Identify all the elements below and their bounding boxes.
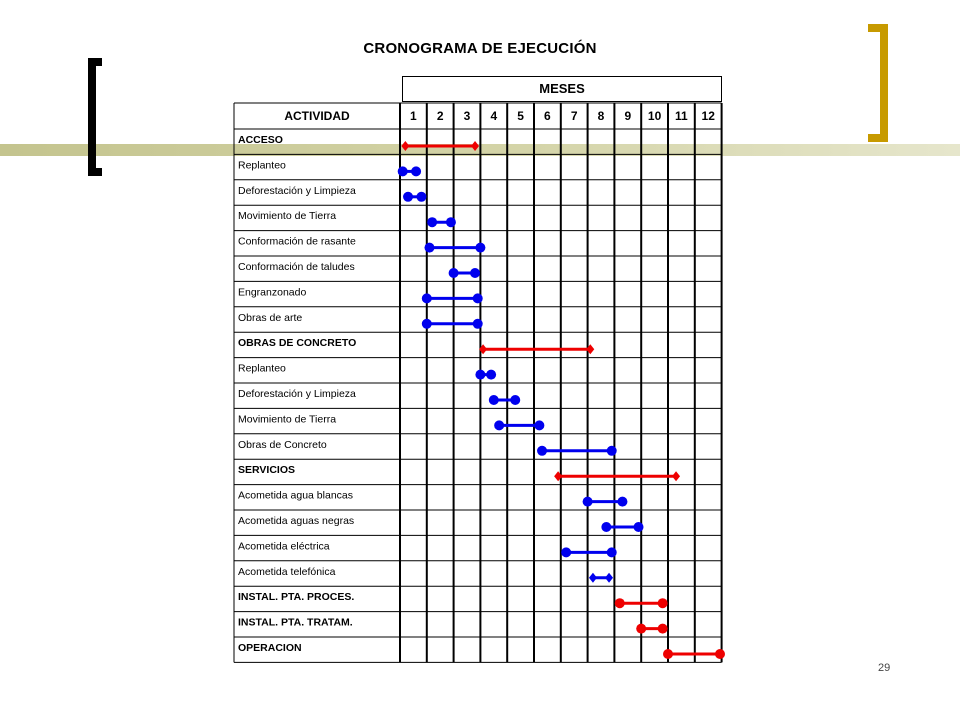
- activity-label: Engranzonado: [238, 286, 307, 299]
- activity-label: SERVICIOS: [238, 464, 295, 477]
- bar-end-dot: [446, 217, 456, 227]
- bar-end-dot: [583, 497, 593, 507]
- activity-label: OPERACION: [238, 642, 302, 654]
- activity-label: Movimiento de Tierra: [238, 210, 337, 223]
- activity-label: Conformación de rasante: [238, 235, 356, 248]
- bar-end-dot: [403, 192, 413, 202]
- bar-end-dot: [475, 243, 485, 253]
- month-label: 11: [675, 109, 688, 123]
- activity-label: Acometida eléctrica: [238, 540, 330, 553]
- bar-end-diamond: [672, 471, 680, 481]
- bar-end-dot: [416, 192, 426, 202]
- activity-label: INSTAL. PTA. PROCES.: [238, 591, 355, 604]
- activity-label: Replanteo: [238, 362, 286, 375]
- activity-label: Acometida telefónica: [238, 565, 336, 578]
- bar-end-diamond: [471, 141, 479, 151]
- month-label: 7: [570, 109, 578, 123]
- activity-label: INSTAL. PTA. TRATAM.: [238, 616, 353, 629]
- bar-end-dot: [634, 522, 644, 532]
- bar-end-dot: [607, 547, 617, 557]
- month-label: 8: [597, 109, 605, 123]
- bar-end-dot: [470, 268, 480, 278]
- months-header: MESES: [402, 76, 722, 102]
- month-label: 6: [544, 109, 551, 123]
- bar-end-dot: [601, 522, 611, 532]
- activity-label: Conformación de taludes: [238, 261, 355, 273]
- month-label: 9: [624, 109, 632, 123]
- month-label: 1: [410, 109, 417, 123]
- bar-end-diamond: [401, 141, 409, 151]
- bar-end-dot: [663, 649, 673, 659]
- activity-label: Movimiento de Tierra: [238, 413, 337, 426]
- bar-end-dot: [411, 166, 421, 176]
- bar-end-dot: [510, 395, 520, 405]
- bar-end-dot: [449, 268, 459, 278]
- month-label: 5: [517, 109, 524, 123]
- bar-end-dot: [636, 624, 646, 634]
- bar-end-dot: [473, 319, 483, 329]
- bar-end-dot: [398, 166, 408, 176]
- bar-end-dot: [617, 497, 627, 507]
- bar-end-dot: [607, 446, 617, 456]
- bar-end-dot: [473, 293, 483, 303]
- month-label: 3: [463, 109, 471, 123]
- activity-label: Acometida agua blancas: [238, 489, 353, 502]
- bar-end-dot: [561, 547, 571, 557]
- bar-end-dot: [422, 319, 432, 329]
- bar-end-diamond: [605, 573, 613, 583]
- bar-end-dot: [475, 370, 485, 380]
- activity-label: Deforestación y Limpieza: [238, 388, 356, 400]
- activity-label: OBRAS DE CONCRETO: [238, 337, 357, 350]
- page-number: 29: [878, 662, 891, 674]
- bar-end-dot: [424, 243, 434, 253]
- activity-header: ACTIVIDAD: [284, 109, 350, 123]
- bar-end-dot: [715, 649, 725, 659]
- bar-end-dot: [422, 293, 432, 303]
- bar-end-dot: [537, 446, 547, 456]
- bar-end-dot: [658, 598, 668, 608]
- bar-end-dot: [534, 420, 544, 430]
- month-label: 2: [436, 109, 444, 123]
- activity-label: Deforestación y Limpieza: [238, 184, 356, 197]
- bar-end-dot: [658, 624, 668, 634]
- bar-end-dot: [615, 598, 625, 608]
- page-title: CRONOGRAMA DE EJECUCIÓN: [363, 40, 597, 57]
- activity-label: Acometida aguas negras: [238, 515, 355, 527]
- month-label: 12: [701, 109, 715, 123]
- bar-end-dot: [494, 420, 504, 430]
- bar-end-dot: [427, 217, 437, 227]
- month-label: 10: [647, 109, 662, 123]
- bar-end-dot: [486, 370, 496, 380]
- month-label: 4: [490, 109, 498, 123]
- activity-label: Obras de Concreto: [238, 438, 327, 451]
- activity-label: Obras de arte: [238, 311, 303, 324]
- activity-label: Replanteo: [238, 159, 286, 172]
- activity-label: ACCESO: [238, 134, 283, 146]
- bar-end-diamond: [589, 573, 597, 583]
- bar-end-dot: [489, 395, 499, 405]
